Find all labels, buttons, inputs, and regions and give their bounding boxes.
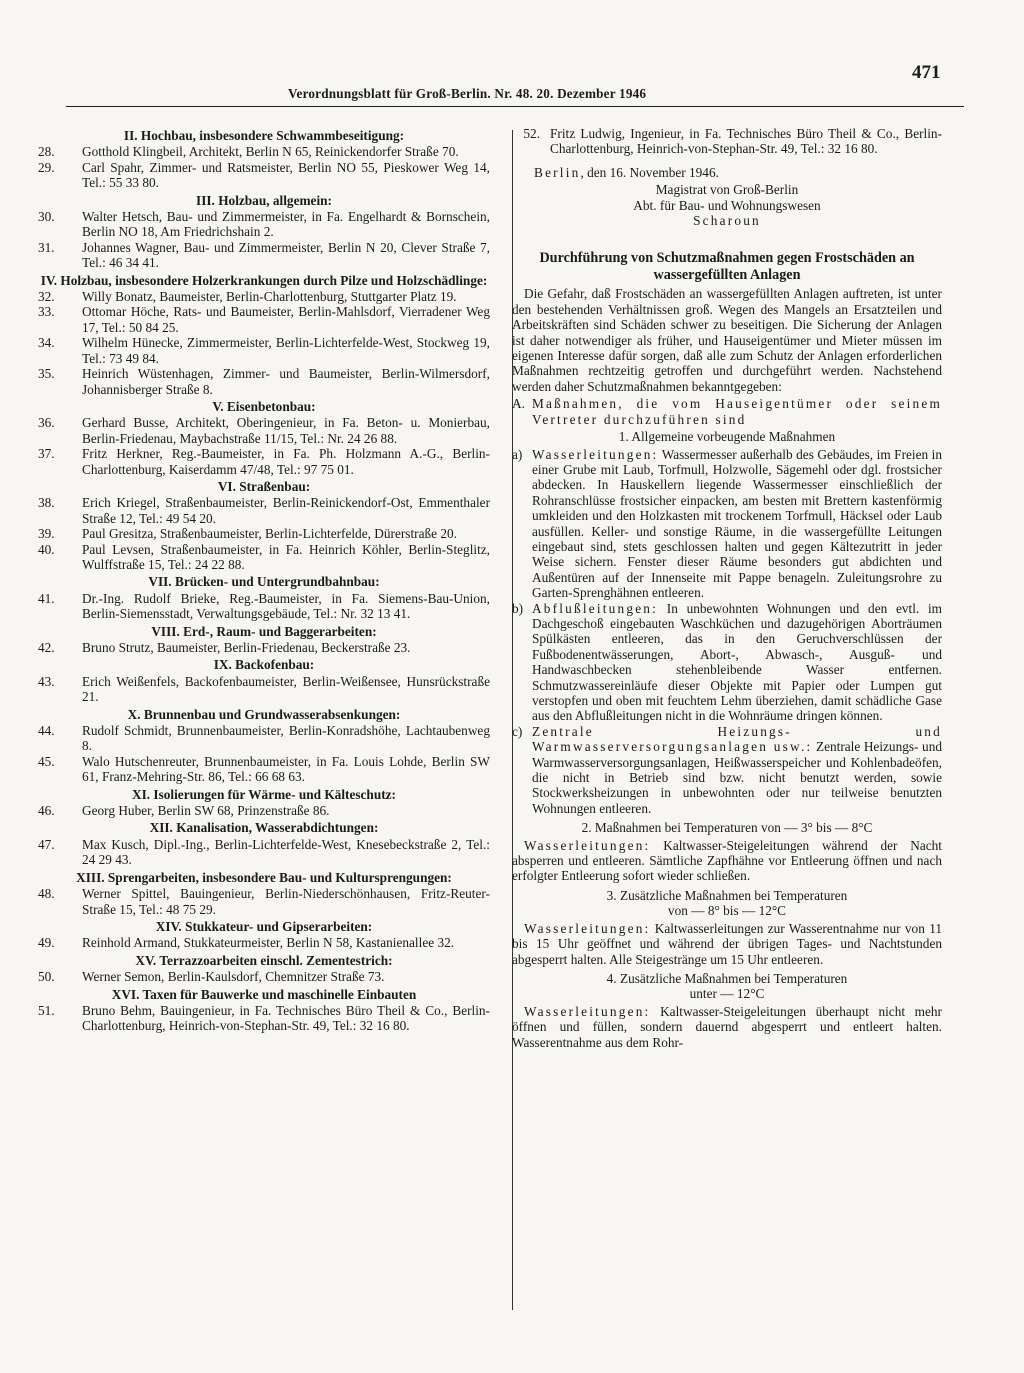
item-c-lead: Zentrale Heizungs- und Warmwasserversorgungsanlagen usw.: <box>532 723 942 755</box>
entry-text: Bruno Behm, Bauingenieur, in Fa. Technisches Büro Theil & Co., Berlin-Charlottenburg, Heinrich-von-Stephan-Str. 49, Tel.: 32 16 80. <box>82 1002 490 1034</box>
list-entry <box>38 240 490 271</box>
list-entry <box>38 723 490 754</box>
entry-text: Ottomar Höche, Rats- und Baumeister, Berlin-Mahlsdorf, Vierradener Weg 17, Tel.: 50 84 25. <box>82 304 490 335</box>
list-entry <box>38 542 490 573</box>
entry-number: 52. <box>523 126 540 141</box>
item-c-text: Zentrale Heizungs- und Warmwasserversorgungsanlagen, Heißwasserspeicher und Kohlenbadeöfen, die nicht in Betrieb sind bzw. nicht benutzt werden, sowie Stockwerksheizungen in unbewohnten oder nur teilweise benutzten Wohnungen entleeren. <box>532 739 942 816</box>
article-title: Durchführung von Schutzmaßnahmen gegen Frostschäden an wassergefüllten Anlagen <box>539 250 915 284</box>
section-heading: XIV. Stukkateur- und Gipserarbeiten: <box>155 918 373 934</box>
item-b-lead: Abflußleitungen: <box>532 600 659 616</box>
section-a <box>512 396 942 427</box>
entry-text: Wilhelm Hünecke, Zimmermeister, Berlin-Lichterfelde-West, Stockweg 19, Tel.: 73 49 84. <box>82 335 490 366</box>
right-column <box>512 126 942 1050</box>
entry-number: 51. <box>38 1002 55 1018</box>
page-number: 471 <box>912 62 941 83</box>
section-heading: X. Brunnenbau und Grundwasserabsenkungen: <box>127 706 401 722</box>
item-a <box>512 447 942 601</box>
entry-number: 45. <box>38 753 55 769</box>
item-a-text: Wassermesser außerhalb des Gebäudes, im Freien in einer Grube mit Laub, Torfmull, Holzwolle, Sägemehl oder dgl. frostsicher abdecken. In Hauskellern liegende Wassermesser einschließlich der Rohranschlüsse frostsicher einpacken, am besten mit Brettern kastenförmig umkleiden und den Holzkasten mit trockenem Torfmull, Häcksel oder Laub ausfüllen. Keller- und sonstige Räume, in die wassergefüllte Leitungen eingebaut sind, stets geschlossen halten und gegen Kältezutritt in jeder Weise sichern. Fenster dieser Räume besonders gut abdichten und Außentüren auf der Innenseite mit Pappe benageln. Zuleitungsrohre zu Garten-Sprenghähnen entleeren. <box>532 446 942 601</box>
section-a-label: A. <box>512 396 525 412</box>
section-heading: V. Eisenbetonbau: <box>212 398 316 414</box>
section-heading: VI. Straßenbau: <box>217 478 311 494</box>
entry-number: 30. <box>38 209 55 225</box>
entry-number: 48. <box>38 886 55 902</box>
section-a-text: Maßnahmen, die vom Hauseigentümer oder seinem Vertreter durchzuführen sind <box>532 396 942 427</box>
entry-text: Willy Bonatz, Baumeister, Berlin-Charlottenburg, Stuttgarter Platz 19. <box>82 289 457 305</box>
entry-text: Johannes Wagner, Bau- und Zimmermeister, Berlin N 20, Clever Straße 7, Tel.: 46 34 41. <box>82 239 490 271</box>
subheading-1: 1. Allgemeine vorbeugende Maßnahmen <box>618 429 836 445</box>
item-a-lead: Wasserleitungen: <box>532 446 659 462</box>
entry-text: Rudolf Schmidt, Brunnenbaumeister, Berlin-Konradshöhe, Lachtaubenweg 8. <box>82 723 490 754</box>
paragraph-2-text: Kaltwasser-Steigeleitungen während der Nacht absperren und entleeren. Sämtliche Zapfhähne vor Entleerung öffnen und nach erfolgter Entleerung sofort wieder schließen. <box>512 837 943 884</box>
entry-number: 28. <box>38 144 55 160</box>
section-heading: II. Hochbau, insbesondere Schwammbeseitigung: <box>123 128 405 143</box>
entry-number: 46. <box>38 803 55 819</box>
list-entry <box>38 754 490 785</box>
entry-text: Max Kusch, Dipl.-Ing., Berlin-Lichterfelde-West, Knesebeckstraße 2, Tel.: 24 29 43. <box>82 836 490 868</box>
list-entry <box>38 640 490 655</box>
list-entry <box>38 144 490 159</box>
section-heading: XV. Terrazzoarbeiten einschl. Zementestrich: <box>135 952 393 968</box>
paragraph-4 <box>512 1004 942 1050</box>
list-entry <box>38 209 490 240</box>
entry-text: Fritz Herkner, Reg.-Baumeister, in Fa. Ph. Holzmann A.-G., Berlin-Charlottenburg, Kaiserdamm 47/48, Tel.: 97 75 01. <box>82 446 490 477</box>
list-entry <box>38 446 490 477</box>
dateline-place: Berlin <box>534 164 581 180</box>
entry-number: 44. <box>38 723 55 739</box>
entry-number: 36. <box>38 415 55 431</box>
entry-text: Heinrich Wüstenhagen, Zimmer- und Baumeister, Berlin-Wilmersdorf, Johannisberger Straße 8. <box>82 366 490 397</box>
list-entry <box>38 526 490 541</box>
paragraph-3-text: Kaltwasserleitungen zur Wasserentnahme nur von 11 bis 15 Uhr geöffnet und während der übrigen Tages- und Nachtstunden abgesperrt halten. Alle Steigestränge um 15 Uhr entleeren. <box>512 920 942 967</box>
entry-number: 34. <box>38 335 55 351</box>
subheading-4a: 4. Zusätzliche Maßnahmen bei Temperaturen <box>606 970 848 986</box>
entry-text: Carl Spahr, Zimmer- und Ratsmeister, Berlin NO 55, Pieskower Weg 14, Tel.: 55 33 80. <box>82 159 490 191</box>
paragraph-2-lead: Wasserleitungen: <box>524 837 651 853</box>
section-heading: III. Holzbau, allgemein: <box>196 192 332 208</box>
signature-authority: Magistrat von Groß-Berlin <box>655 182 799 198</box>
list-entry <box>38 674 490 705</box>
dateline-date: , den 16. November 1946. <box>580 164 719 180</box>
intro-paragraph: Die Gefahr, daß Frostschäden an wassergefüllten Anlagen auftreten, ist unter den bestehenden Verhältnissen groß. Wegen des Mangels an Ersatzteilen und Arbeitskräften sind Schäden schwer zu beseitigen. Die Sicherung der Anlagen ist daher notwendiger als früher, und Hauseigentümer und Mieter müssen im eigenen Interesse dafür sorgen, daß alle zum Schutz der Anlagen erforderlichen Maßnahmen rechtzeitig getroffen und durchgeführt werden. Nachstehend werden daher Schutzmaßnahmen bekanntgegeben: <box>512 286 942 394</box>
entry-number: 42. <box>38 640 55 655</box>
entry-text: Reinhold Armand, Stukkateurmeister, Berlin N 58, Kastanienallee 32. <box>82 935 455 951</box>
item-c-body <box>532 724 942 816</box>
entry-text: Paul Levsen, Straßenbaumeister, in Fa. Heinrich Köhler, Berlin-Steglitz, Wulffstraße 15, Tel.: 24 22 88. <box>82 541 490 572</box>
list-entry <box>38 886 490 917</box>
entry-number: 40. <box>38 541 55 557</box>
entry-text: Erich Kriegel, Straßenbaumeister, Berlin-Reinickendorf-Ost, Emmenthaler Straße 12, Tel.: 49 54 20. <box>82 495 490 526</box>
entry-number: 47. <box>38 836 55 852</box>
left-column <box>38 126 490 1034</box>
list-entry <box>38 366 490 397</box>
item-c <box>512 724 942 816</box>
list-entry <box>38 289 490 304</box>
item-c-label: c) <box>512 723 523 739</box>
paragraph-4-lead: Wasserleitungen: <box>524 1003 651 1019</box>
entry-text: Fritz Ludwig, Ingenieur, in Fa. Technisches Büro Theil & Co., Berlin-Charlottenburg, Heinrich-von-Stephan-Str. 49, Tel.: 32 16 80. <box>550 126 942 157</box>
entry-text: Walter Hetsch, Bau- und Zimmermeister, in Fa. Engelhardt & Bornschein, Berlin NO 18, Am Friedrichshain 2. <box>82 209 490 240</box>
entry-number: 31. <box>38 239 55 255</box>
list-entry <box>38 304 490 335</box>
list-entry <box>38 969 490 984</box>
list-entry <box>38 415 490 446</box>
section-heading: IX. Backofenbau: <box>213 657 315 673</box>
entry-number: 39. <box>38 526 55 542</box>
section-heading: IV. Holzbau, insbesondere Holzerkrankungen durch Pilze und Holzschädlinge: <box>40 272 488 288</box>
item-b-label: b) <box>512 600 524 616</box>
entry-number: 32. <box>38 289 55 305</box>
subheading-3a: 3. Zusätzliche Maßnahmen bei Temperaturen <box>606 887 848 903</box>
list-entry <box>38 935 490 950</box>
entry-text: Werner Semon, Berlin-Kaulsdorf, Chemnitzer Straße 73. <box>82 969 385 985</box>
item-a-label: a) <box>512 446 523 462</box>
entry-number: 50. <box>38 969 55 985</box>
entry-number: 49. <box>38 935 55 951</box>
entry-number: 33. <box>38 304 55 320</box>
list-entry <box>38 160 490 191</box>
entry-number: 41. <box>38 590 55 606</box>
entry-text: Paul Gresitza, Straßenbaumeister, Berlin-Lichterfelde, Dürerstraße 20. <box>82 526 457 542</box>
subheading-3b: von — 8° bis — 12°C <box>667 903 787 919</box>
item-b <box>512 601 942 724</box>
list-entry <box>38 837 490 868</box>
entry-text: Gerhard Busse, Architekt, Oberingenieur, in Fa. Beton- u. Monierbau, Berlin-Friedenau, Maybachstraße 11/15, Tel.: Nr. 24 26 88. <box>82 415 490 446</box>
paragraph-3 <box>512 921 942 967</box>
section-heading: XIII. Sprengarbeiten, insbesondere Bau- und Kultursprengungen: <box>76 869 452 885</box>
entry-text: Gotthold Klingbeil, Architekt, Berlin N 65, Reinickendorfer Straße 70. <box>82 144 459 160</box>
entry-text: Werner Spittel, Bauingenieur, Berlin-Niederschönhausen, Fritz-Reuter-Straße 15, Tel.: 48 75 29. <box>82 886 490 917</box>
list-entry <box>38 591 490 622</box>
entry-text: Bruno Strutz, Baumeister, Berlin-Friedenau, Beckerstraße 23. <box>82 640 411 655</box>
signature-department: Abt. für Bau- und Wohnungswesen <box>633 197 821 213</box>
section-heading: XVI. Taxen für Bauwerke und maschinelle Einbauten <box>111 986 417 1002</box>
section-heading: VIII. Erd-, Raum- und Baggerarbeiten: <box>151 623 377 639</box>
list-entry <box>38 1003 490 1034</box>
entry-number: 35. <box>38 366 55 382</box>
section-heading: XI. Isolierungen für Wärme- und Kälteschutz: <box>132 786 396 802</box>
entry-number: 43. <box>38 673 55 689</box>
list-entry <box>38 335 490 366</box>
list-entry <box>38 803 490 818</box>
section-heading: VII. Brücken- und Untergrundbahnbau: <box>148 574 380 590</box>
subheading-4b: unter — 12°C <box>689 986 765 1002</box>
paragraph-4-text: Kaltwasser-Steigeleitungen überhaupt nicht mehr öffnen und füllen, sondern dauernd abgesperrt und entleert halten. Wasserentnahme aus dem Rohr- <box>512 1003 942 1050</box>
list-entry <box>38 495 490 526</box>
subheading-2: 2. Maßnahmen bei Temperaturen von — 3° bis — 8°C <box>581 820 873 836</box>
item-a-body <box>532 447 942 601</box>
paragraph-2 <box>512 838 942 884</box>
running-head: Verordnungsblatt für Groß-Berlin. Nr. 48. 20. Dezember 1946 <box>288 86 647 101</box>
signature-name: Scharoun <box>693 213 761 229</box>
entry-text: Dr.-Ing. Rudolf Brieke, Reg.-Baumeister, in Fa. Siemens-Bau-Union, Berlin-Siemensstadt, Verwaltungsgebäude, Tel.: Nr. 32 13 41. <box>82 590 490 622</box>
entry-number: 38. <box>38 495 55 511</box>
entry-number: 29. <box>38 159 55 175</box>
entry-text: Georg Huber, Berlin SW 68, Prinzenstraße 86. <box>82 803 330 819</box>
entry-text: Walo Hutschenreuter, Brunnenbaumeister, in Fa. Louis Lohde, Berlin SW 61, Franz-Mehring-Str. 86, Tel.: 66 68 63. <box>82 753 490 785</box>
entry-text: Erich Weißenfels, Backofenbaumeister, Berlin-Weißensee, Hunsrückstraße 21. <box>82 673 490 705</box>
paragraph-3-lead: Wasserleitungen: <box>524 920 651 936</box>
dateline <box>534 165 942 180</box>
item-b-body <box>532 601 942 724</box>
header-rule <box>66 106 964 107</box>
entry-number: 37. <box>38 446 55 462</box>
section-heading: XII. Kanalisation, Wasserabdichtungen: <box>149 820 379 836</box>
item-b-text: In unbewohnten Wohnungen und den evtl. im Dachgeschoß eingebauten Waschküchen und dazugehörigen Aborträumen Spülkästen entleeren, das in den Geruchverschlüssen der Fußbodenentwässerungen, Abort-, Abwasch-, Ausguß- und Handwaschbecken stehenbleibende Wasser entfernen. Schmutzwassereinläufe dieser Objekte mit Papier oder Lumpen gut verstopfen und oben mit feuchtem Lehm überziehen, damit schädliche Gase aus den Abflußleitungen nicht in die Wohnräume dringen können. <box>532 600 942 724</box>
list-entry <box>512 126 942 157</box>
